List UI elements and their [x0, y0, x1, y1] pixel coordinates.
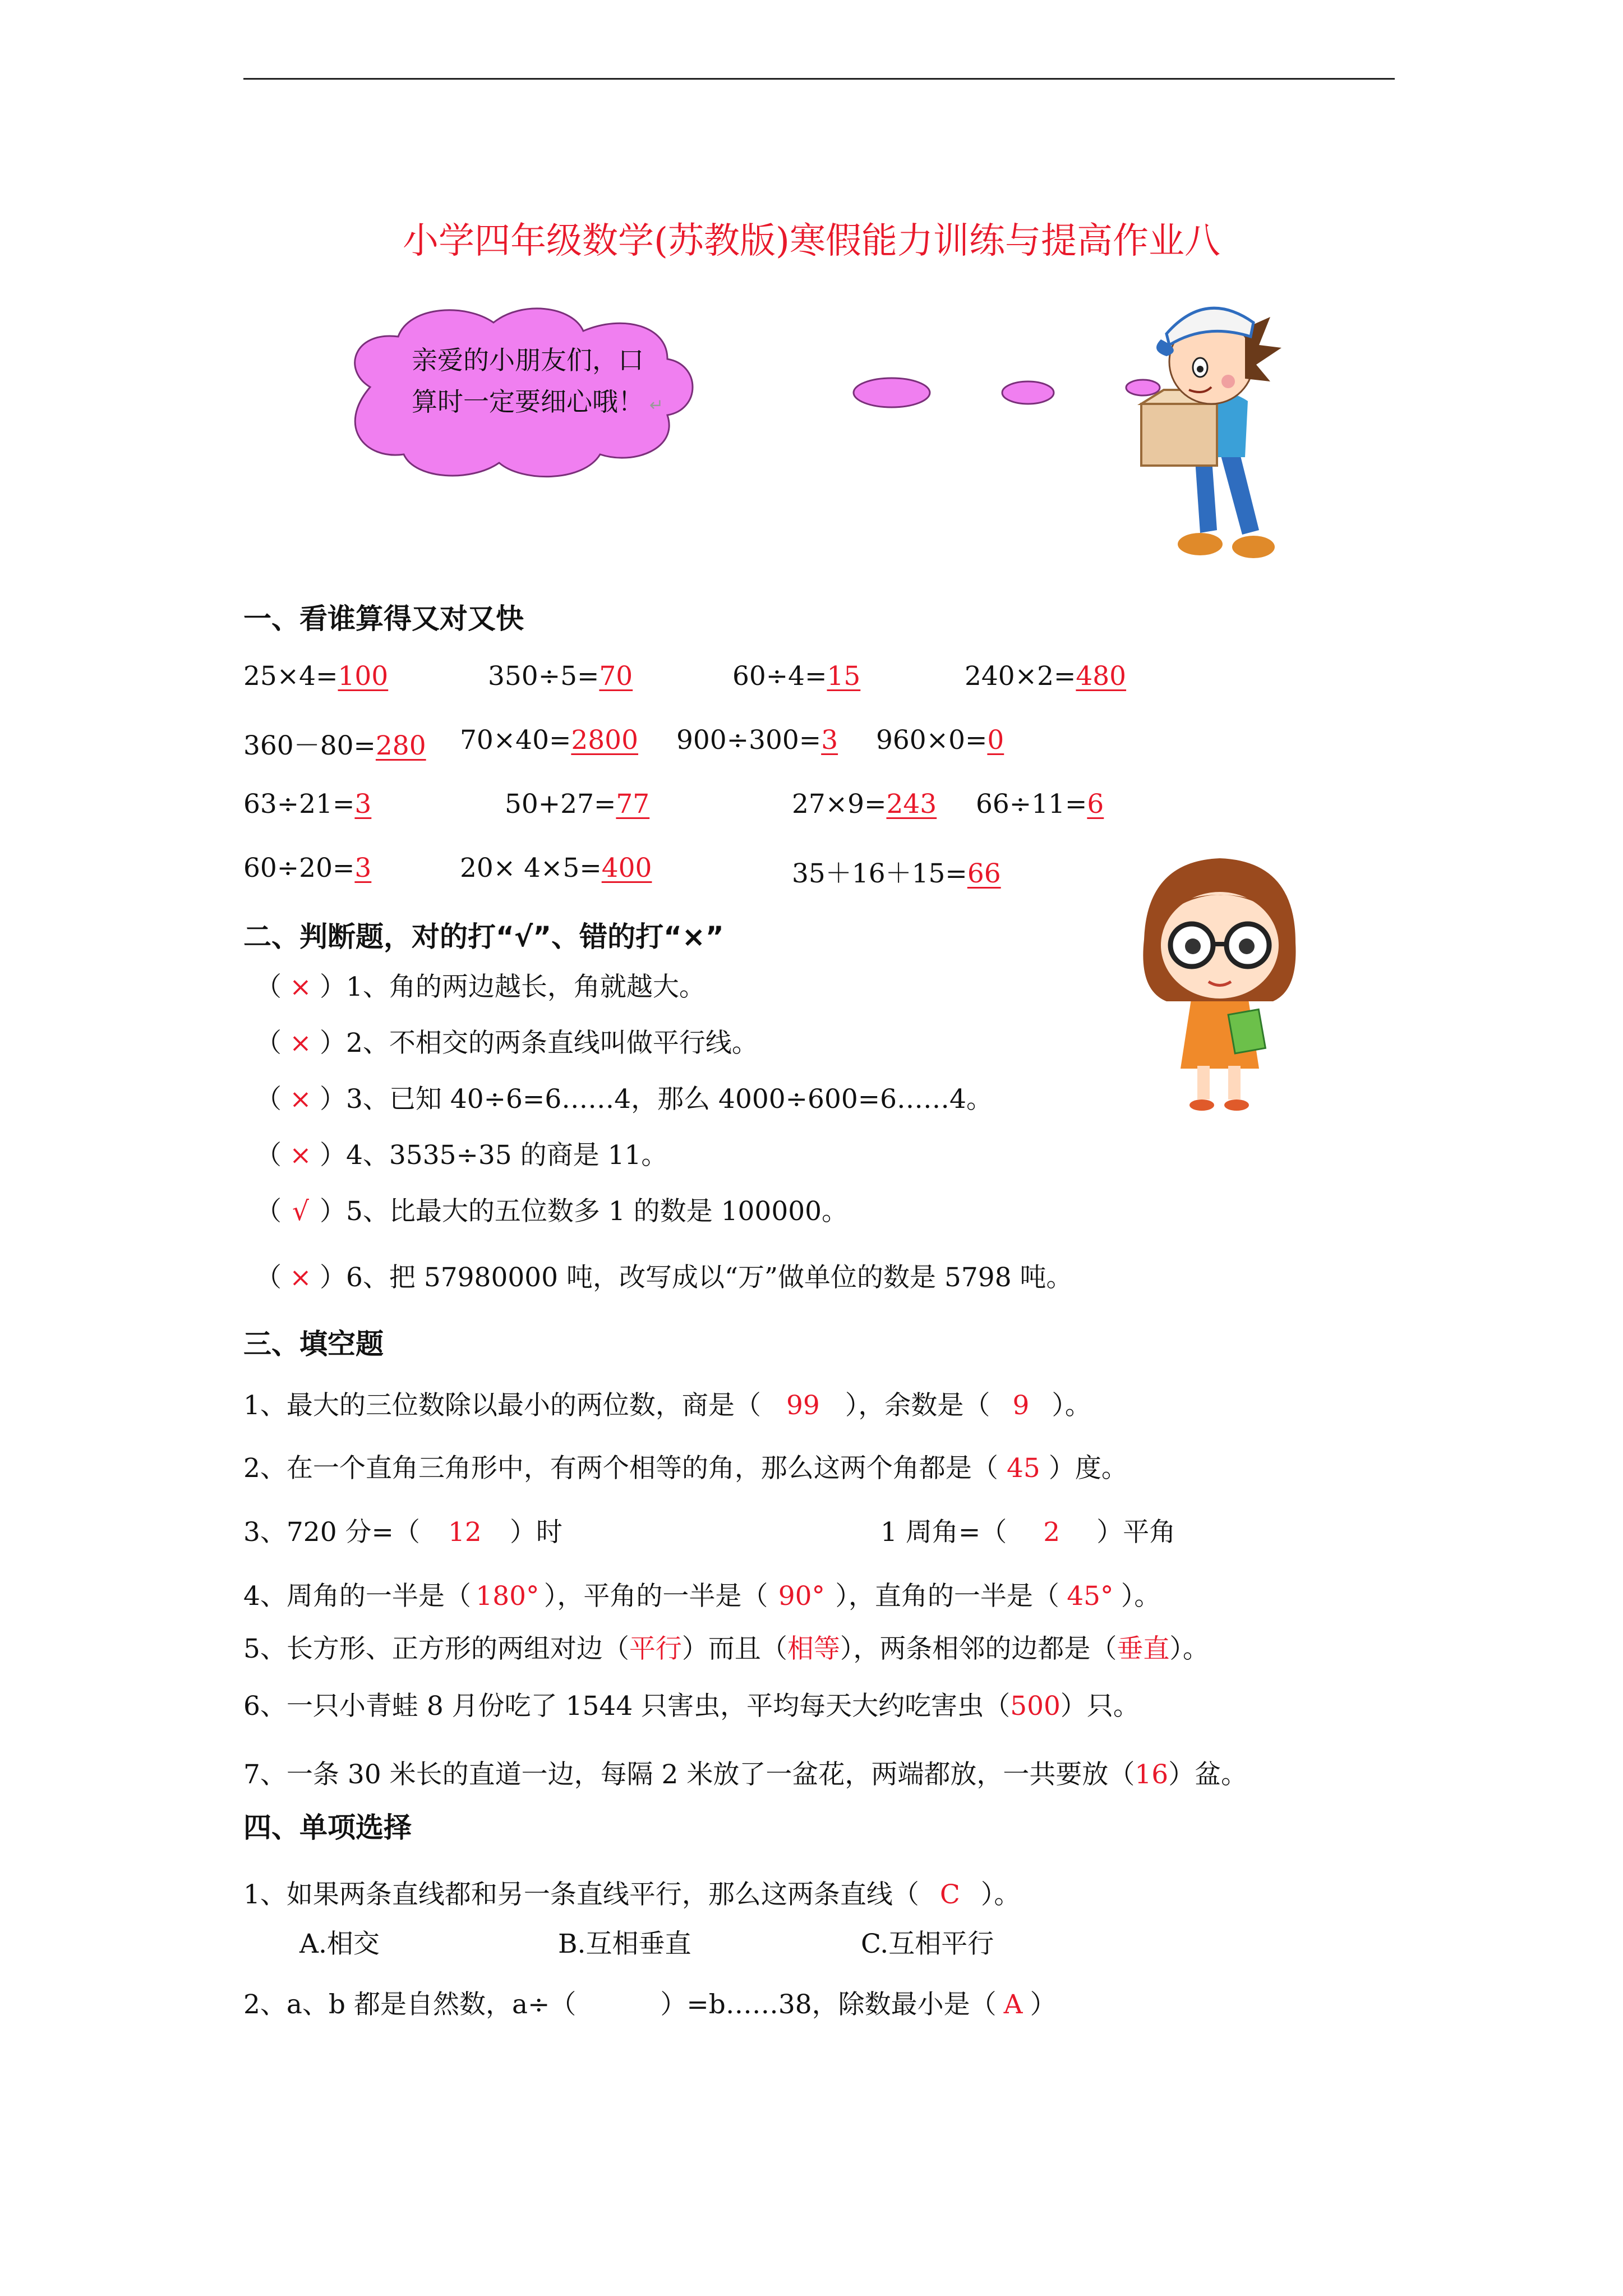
judge-item: （ √ ）5、比最大的五位数多 1 的数是 100000。 — [255, 1196, 849, 1227]
fill-q5: 5、长方形、正方形的两组对边（平行）而且（相等），两条相邻的边都是（垂直）。 — [243, 1634, 1209, 1664]
choice-q1: 1、如果两条直线都和另一条直线平行，那么这两条直线（ C ）。 — [243, 1879, 1021, 1910]
judge-item: （ × ）1、角的两边越长，角就越大。 — [255, 972, 706, 1002]
section1-heading: 一、看谁算得又对又快 — [243, 602, 524, 635]
calc-item: 35＋16＋15=66 — [792, 858, 1001, 889]
calc-item: 900÷300=3 — [676, 725, 838, 756]
choice-q2: 2、a、b 都是自然数，a÷（ ）=b……38，除数最小是（ A ） — [243, 1989, 1057, 2020]
calc-item: 60÷20=3 — [243, 853, 372, 884]
fill-q7: 7、一条 30 米长的直道一边，每隔 2 米放了一盆花，两端都放，一共要放（16）盆。 — [243, 1759, 1248, 1790]
choice-option-c: C.互相平行 — [861, 1929, 994, 1959]
calc-item: 960×0=0 — [876, 725, 1004, 756]
bubble-text — [412, 339, 663, 426]
calc-item: 20× 4×5=400 — [460, 853, 652, 884]
calc-item: 25×4=100 — [243, 661, 389, 692]
judge-item: （ × ）2、不相交的两条直线叫做平行线。 — [255, 1028, 758, 1059]
boy-with-box-illustration — [1127, 283, 1301, 575]
judge-item: （ × ）3、已知 40÷6=6……4，那么 4000÷600=6……4。 — [255, 1084, 993, 1115]
bubble-line-2: 算时一定要细心哦！ — [412, 386, 644, 417]
calc-item: 60÷4=15 — [732, 661, 861, 692]
choice-option-b: B.互相垂直 — [558, 1929, 691, 1959]
section4-heading: 四、单项选择 — [243, 1811, 412, 1844]
fill-q2: 2、在一个直角三角形中，有两个相等的角，那么这两个角都是（ 45 ）度。 — [243, 1453, 1128, 1484]
section3-heading: 三、填空题 — [243, 1328, 384, 1360]
fill-q4: 4、周角的一半是（ 180° ），平角的一半是（ 90° ），直角的一半是（ 45° ）。 — [243, 1581, 1161, 1612]
calc-item: 27×9=243 — [792, 789, 937, 820]
header-rule — [243, 78, 1395, 80]
girl-with-glasses-illustration — [1130, 850, 1310, 1122]
calc-item: 70×40=2800 — [460, 725, 638, 756]
choice-option-a: A.相交 — [299, 1929, 380, 1959]
section2-heading: 二、判断题，对的打“√”、错的打“×” — [243, 921, 724, 953]
fill-q6: 6、一只小青蛙 8 月份吃了 1544 只害虫，平均每天大约吃害虫（500）只。 — [243, 1691, 1140, 1722]
calc-item: 240×2=480 — [965, 661, 1127, 692]
bubble-line-1: 亲爱的小朋友们，口 — [412, 345, 644, 375]
calc-item: 350÷5=70 — [488, 661, 633, 692]
page-title: 小学四年级数学(苏教版)寒假能力训练与提高作业八 — [403, 220, 1220, 262]
fill-q3: 3、720 分=（ 12 ）时 — [243, 1517, 562, 1548]
calc-item: 360－80=280 — [243, 730, 426, 761]
calc-item: 63÷21=3 — [243, 789, 372, 820]
fill-q1: 1、最大的三位数除以最小的两位数，商是（ 99 ），余数是（ 9 ）。 — [243, 1390, 1091, 1421]
judge-item: （ × ）6、把 57980000 吨，改写成以“万”做单位的数是 5798 吨。 — [255, 1262, 1073, 1293]
judge-item: （ × ）4、3535÷35 的商是 11。 — [255, 1140, 668, 1171]
fill-q3b: 1 周角=（ 2 ）平角 — [880, 1517, 1176, 1548]
calc-item: 66÷11=6 — [976, 789, 1104, 820]
calc-item: 50+27=77 — [505, 789, 650, 820]
return-mark-icon: ↵ — [649, 395, 664, 415]
